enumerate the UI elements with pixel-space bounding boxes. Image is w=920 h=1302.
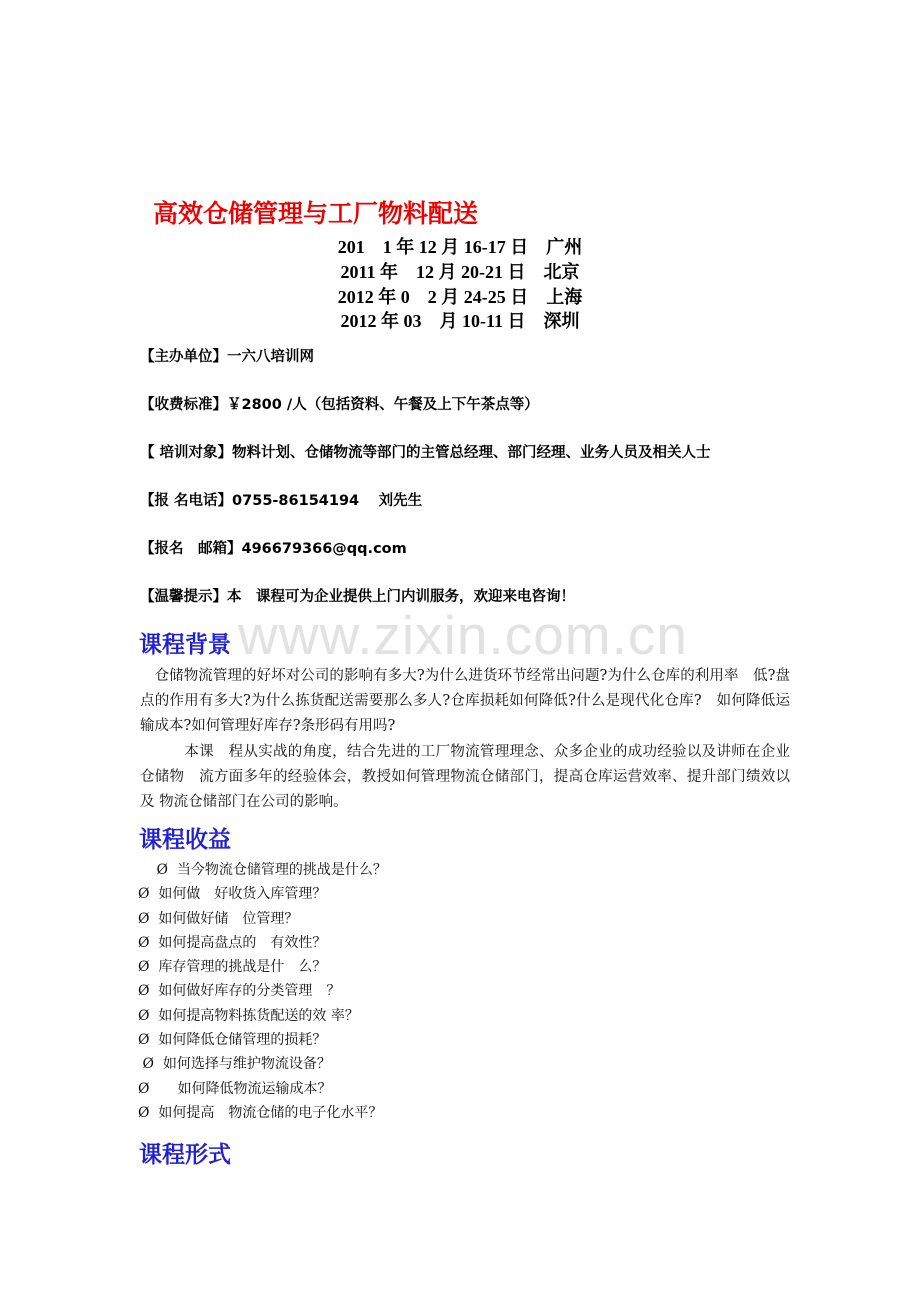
schedule-line-guangzhou: 201 1 年 12 月 16-17 日 广州: [337, 237, 583, 257]
document-title: 高效仓储管理与工厂物料配送: [153, 199, 479, 228]
heading-background: 课程背景: [139, 632, 231, 658]
list-item: Ø 如何降低仓储管理的损耗？: [138, 1032, 327, 1049]
schedule-line-shanghai: 2012 年 0 2 月 24-25 日 上海: [337, 287, 583, 307]
list-item: Ø 如何降低物流运输成本？: [138, 1080, 332, 1097]
tip-line: 【温馨提示】本 课程可为企业提供上门内训服务，欢迎来电咨询！: [140, 589, 575, 605]
list-item: Ø 如何提高 物流仓储的电子化水平？: [138, 1104, 383, 1121]
phone-line: 【报 名电话】0755-86154194 刘先生: [140, 493, 423, 509]
list-item: Ø 如何做好库存的分类管理 ？: [138, 983, 341, 1000]
schedule-line-shenzhen: 2012 年 03 月 10-11 日 深圳: [340, 311, 580, 331]
background-paragraph-1: 仓储物流管理的好坏对公司的影响有多大?为什么进货环节经常出问题?为什么仓库的利用率 低?盘点的作用有多大?为什么拣货配送需要那么多人?仓库损耗如何降低?什么是现代化仓库? 如何降低运输成本?如何管理好库存?条形码有用吗?: [140, 668, 790, 734]
list-item: Ø 如何提高盘点的 有效性？: [138, 934, 327, 951]
heading-format: 课程形式: [139, 1142, 231, 1168]
benefits-list: [138, 858, 387, 1125]
list-item: Ø 库存管理的挑战是什 么？: [138, 959, 327, 976]
heading-benefits: 课程收益: [139, 827, 231, 853]
list-item: Ø 如何选择与维护物流设备？: [138, 1056, 331, 1073]
fee-line: 【收费标准】￥2800 /人（包括资料、午餐及上下午茶点等）: [140, 397, 539, 413]
list-item: Ø 如何做好储 位管理？: [138, 910, 299, 927]
list-item: Ø 如何做 好收货入库管理？: [138, 886, 327, 903]
email-line: 【报名 邮箱】496679366@qq.com: [140, 541, 407, 557]
schedule-line-beijing: 2011 年 12 月 20-21 日 北京: [340, 262, 580, 282]
watermark: www.zixin.com.cn: [238, 604, 688, 666]
list-item: Ø 如何提高物料拣货配送的效 率？: [138, 1007, 359, 1024]
audience-line: 【 培训对象】物料计划、仓储物流等部门的主管总经理、部门经理、业务人员及相关人士: [140, 445, 711, 461]
background-paragraph-2: 本课 程从实战的角度，结合先进的工厂物流管理理念、众多企业的成功经验以及讲师在企业仓储物 流方面多年的经验体会，教授如何管理物流仓储部门，提高仓库运营效率、提升部门绩效以及 物流仓储部门在公司的影响。: [140, 744, 790, 810]
list-item: Ø 当今物流仓储管理的挑战是什么？: [138, 862, 387, 878]
organizer-line: 【主办单位】一六八培训网: [140, 349, 314, 365]
